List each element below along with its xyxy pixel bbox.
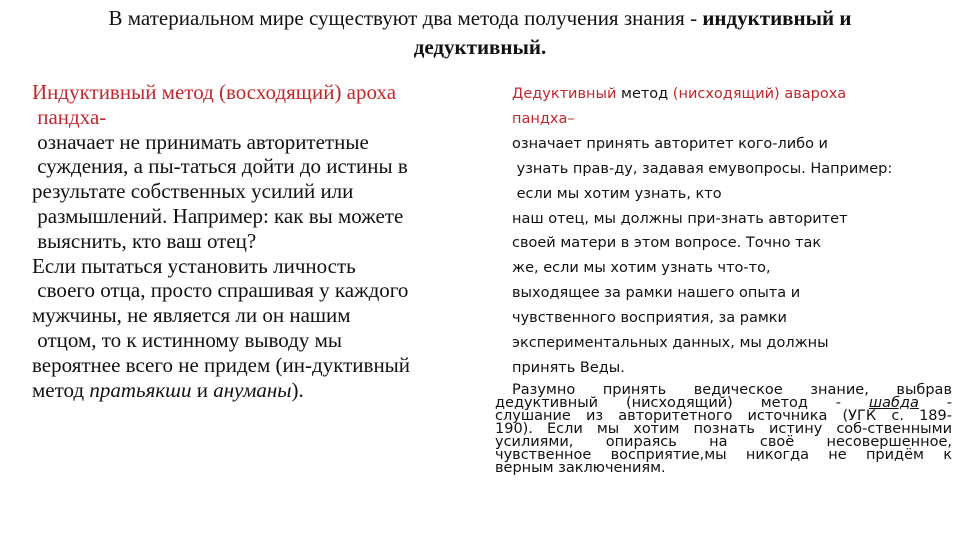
conclusion-line: чувственное восприятие,мы никогда не придём к — [495, 447, 952, 463]
title-bold-2: дедуктивный. — [413, 35, 547, 59]
deductive-heading-1 — [512, 82, 952, 107]
inductive-line: размышлений. Например: как вы можете — [32, 203, 404, 228]
conclusion-line: слушание из авторитетного источника (УГК с. 189- — [495, 408, 952, 424]
inductive-line: вероятнее всего не придем (ин-дуктивный — [32, 352, 411, 377]
inductive-column — [32, 80, 472, 402]
last-suffix: ). — [291, 377, 304, 402]
inductive-line: результате собственных усилий или — [32, 179, 354, 204]
anumana-term: ануманы — [213, 377, 292, 402]
deductive-line: наш отец, мы должны при-знать авторитет — [512, 210, 848, 227]
conclusion-line: усилиями, опираясь на своё несовершенное, — [495, 434, 952, 450]
conclusion-dash: - — [918, 395, 952, 411]
deductive-line: экспериментальных данных, мы должны — [512, 335, 829, 352]
deductive-line: чувственного восприятия, за рамки — [512, 310, 787, 327]
inductive-last-line — [32, 378, 472, 403]
shabda-term: шабда — [868, 395, 919, 411]
deductive-line: если мы хотим узнать, кто — [512, 185, 722, 202]
deductive-heading-black: метод — [621, 86, 669, 102]
inductive-line: означает не принимать авторитетные — [32, 129, 369, 154]
conclusion-line-text: дедуктивный (нисходящий) метод - — [495, 395, 869, 411]
inductive-heading-2: пандха- — [32, 104, 107, 129]
deductive-conclusion — [495, 384, 952, 475]
title-bold-1: индуктивный и — [702, 6, 852, 30]
title-normal: В материальном мире существуют два метода получения знания - — [108, 6, 703, 30]
inductive-line: Если пытаться установить личность — [32, 253, 356, 278]
inductive-heading-1: Индуктивный метод (восходящий) ароха — [32, 80, 397, 104]
deductive-line: узнать прав-ду, задавая емувопросы. Например: — [512, 160, 893, 177]
conclusion-line: 190). Если мы хотим познать истину соб-ственными — [495, 421, 952, 437]
inductive-line: суждения, а пы-таться дойти до истины в — [32, 154, 408, 179]
inductive-line: выяснить, кто ваш отец? — [32, 228, 257, 253]
last-prefix: метод — [32, 377, 90, 402]
inductive-line: мужчины, не является ли он нашим — [32, 303, 351, 328]
deductive-heading-red-2: (нисходящий) авароха — [668, 86, 847, 102]
inductive-line: своего отца, просто спрашивая у каждого — [32, 278, 409, 303]
deductive-line: выходящее за рамки нашего опыта и — [512, 285, 801, 302]
deductive-line: же, если мы хотим узнать что-то, — [512, 260, 771, 277]
deductive-heading-2: пандха– — [512, 110, 575, 127]
conclusion-line: Разумно принять ведическое знание, выбрав — [512, 382, 952, 398]
deductive-line: своей матери в этом вопросе. Точно так — [512, 235, 822, 252]
deductive-line: означает принять авторитет кого-либо и — [512, 135, 828, 152]
last-mid: и — [191, 377, 214, 402]
deductive-column — [512, 82, 952, 381]
conclusion-line: верным заключениям. — [495, 460, 666, 476]
deductive-line: принять Веды. — [512, 359, 625, 376]
deductive-heading-red-1: Дедуктивный — [512, 86, 621, 102]
inductive-line: отцом, то к истинному выводу мы — [32, 327, 342, 352]
pratyaksha-term: пратьякши — [89, 377, 192, 402]
slide-title — [40, 4, 920, 62]
